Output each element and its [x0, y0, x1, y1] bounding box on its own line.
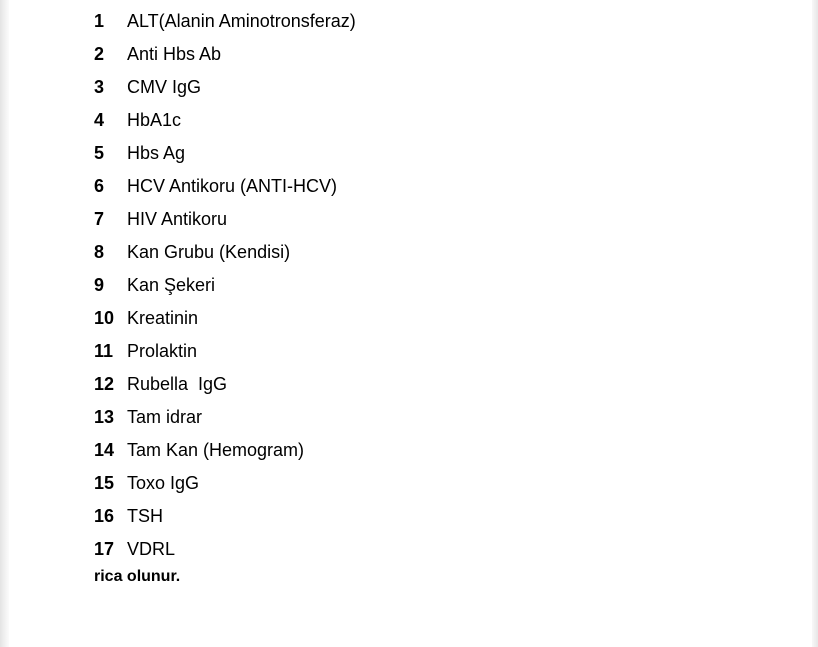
test-number: 15 — [94, 473, 115, 493]
test-name: HbA1c — [127, 110, 182, 130]
test-name: VDRL — [127, 539, 176, 559]
test-name: HIV Antikoru — [127, 209, 228, 229]
list-item — [94, 170, 356, 203]
test-number: 10 — [94, 308, 115, 328]
test-number: 8 — [94, 242, 105, 262]
test-name: Prolaktin — [127, 341, 198, 361]
list-item — [94, 401, 356, 434]
test-list — [94, 5, 356, 566]
list-item — [94, 203, 356, 236]
list-item — [94, 500, 356, 533]
test-name: Kreatinin — [127, 308, 199, 328]
page-left-edge — [0, 0, 9, 647]
test-name: Hbs Ag — [127, 143, 186, 163]
test-number: 17 — [94, 539, 115, 559]
test-name: Kan Grubu (Kendisi) — [127, 242, 291, 262]
list-item — [94, 434, 356, 467]
test-number: 13 — [94, 407, 115, 427]
test-name: Rubella IgG — [127, 374, 228, 394]
test-name: Kan Şekeri — [127, 275, 216, 295]
page-right-edge — [812, 0, 818, 647]
test-name: Tam Kan (Hemogram) — [127, 440, 305, 460]
list-item — [94, 302, 356, 335]
test-number: 14 — [94, 440, 115, 460]
list-item — [94, 104, 356, 137]
test-number: 12 — [94, 374, 115, 394]
list-item — [94, 335, 356, 368]
test-number: 9 — [94, 275, 105, 295]
test-name: CMV IgG — [127, 77, 202, 97]
list-item — [94, 236, 356, 269]
test-number: 5 — [94, 143, 105, 163]
test-number: 1 — [94, 11, 105, 31]
test-name: TSH — [127, 506, 163, 526]
test-name: Toxo IgG — [127, 473, 200, 493]
test-number: 6 — [94, 176, 105, 196]
test-number: 2 — [94, 44, 105, 64]
test-number: 3 — [94, 77, 105, 97]
list-item — [94, 533, 356, 566]
test-number: 11 — [94, 341, 114, 361]
list-item — [94, 368, 356, 401]
test-name: Anti Hbs Ab — [127, 44, 222, 64]
list-item — [94, 71, 356, 104]
list-item — [94, 467, 356, 500]
test-name: ALT(Alanin Aminotronsferaz) — [127, 11, 356, 31]
footer-note: rica olunur. — [94, 568, 181, 585]
test-number: 16 — [94, 506, 115, 526]
list-item — [94, 5, 356, 38]
test-name: Tam idrar — [127, 407, 203, 427]
test-number: 4 — [94, 110, 105, 130]
test-name: HCV Antikoru (ANTI-HCV) — [127, 176, 338, 196]
test-number: 7 — [94, 209, 105, 229]
list-item — [94, 137, 356, 170]
list-item — [94, 38, 356, 71]
list-item — [94, 269, 356, 302]
